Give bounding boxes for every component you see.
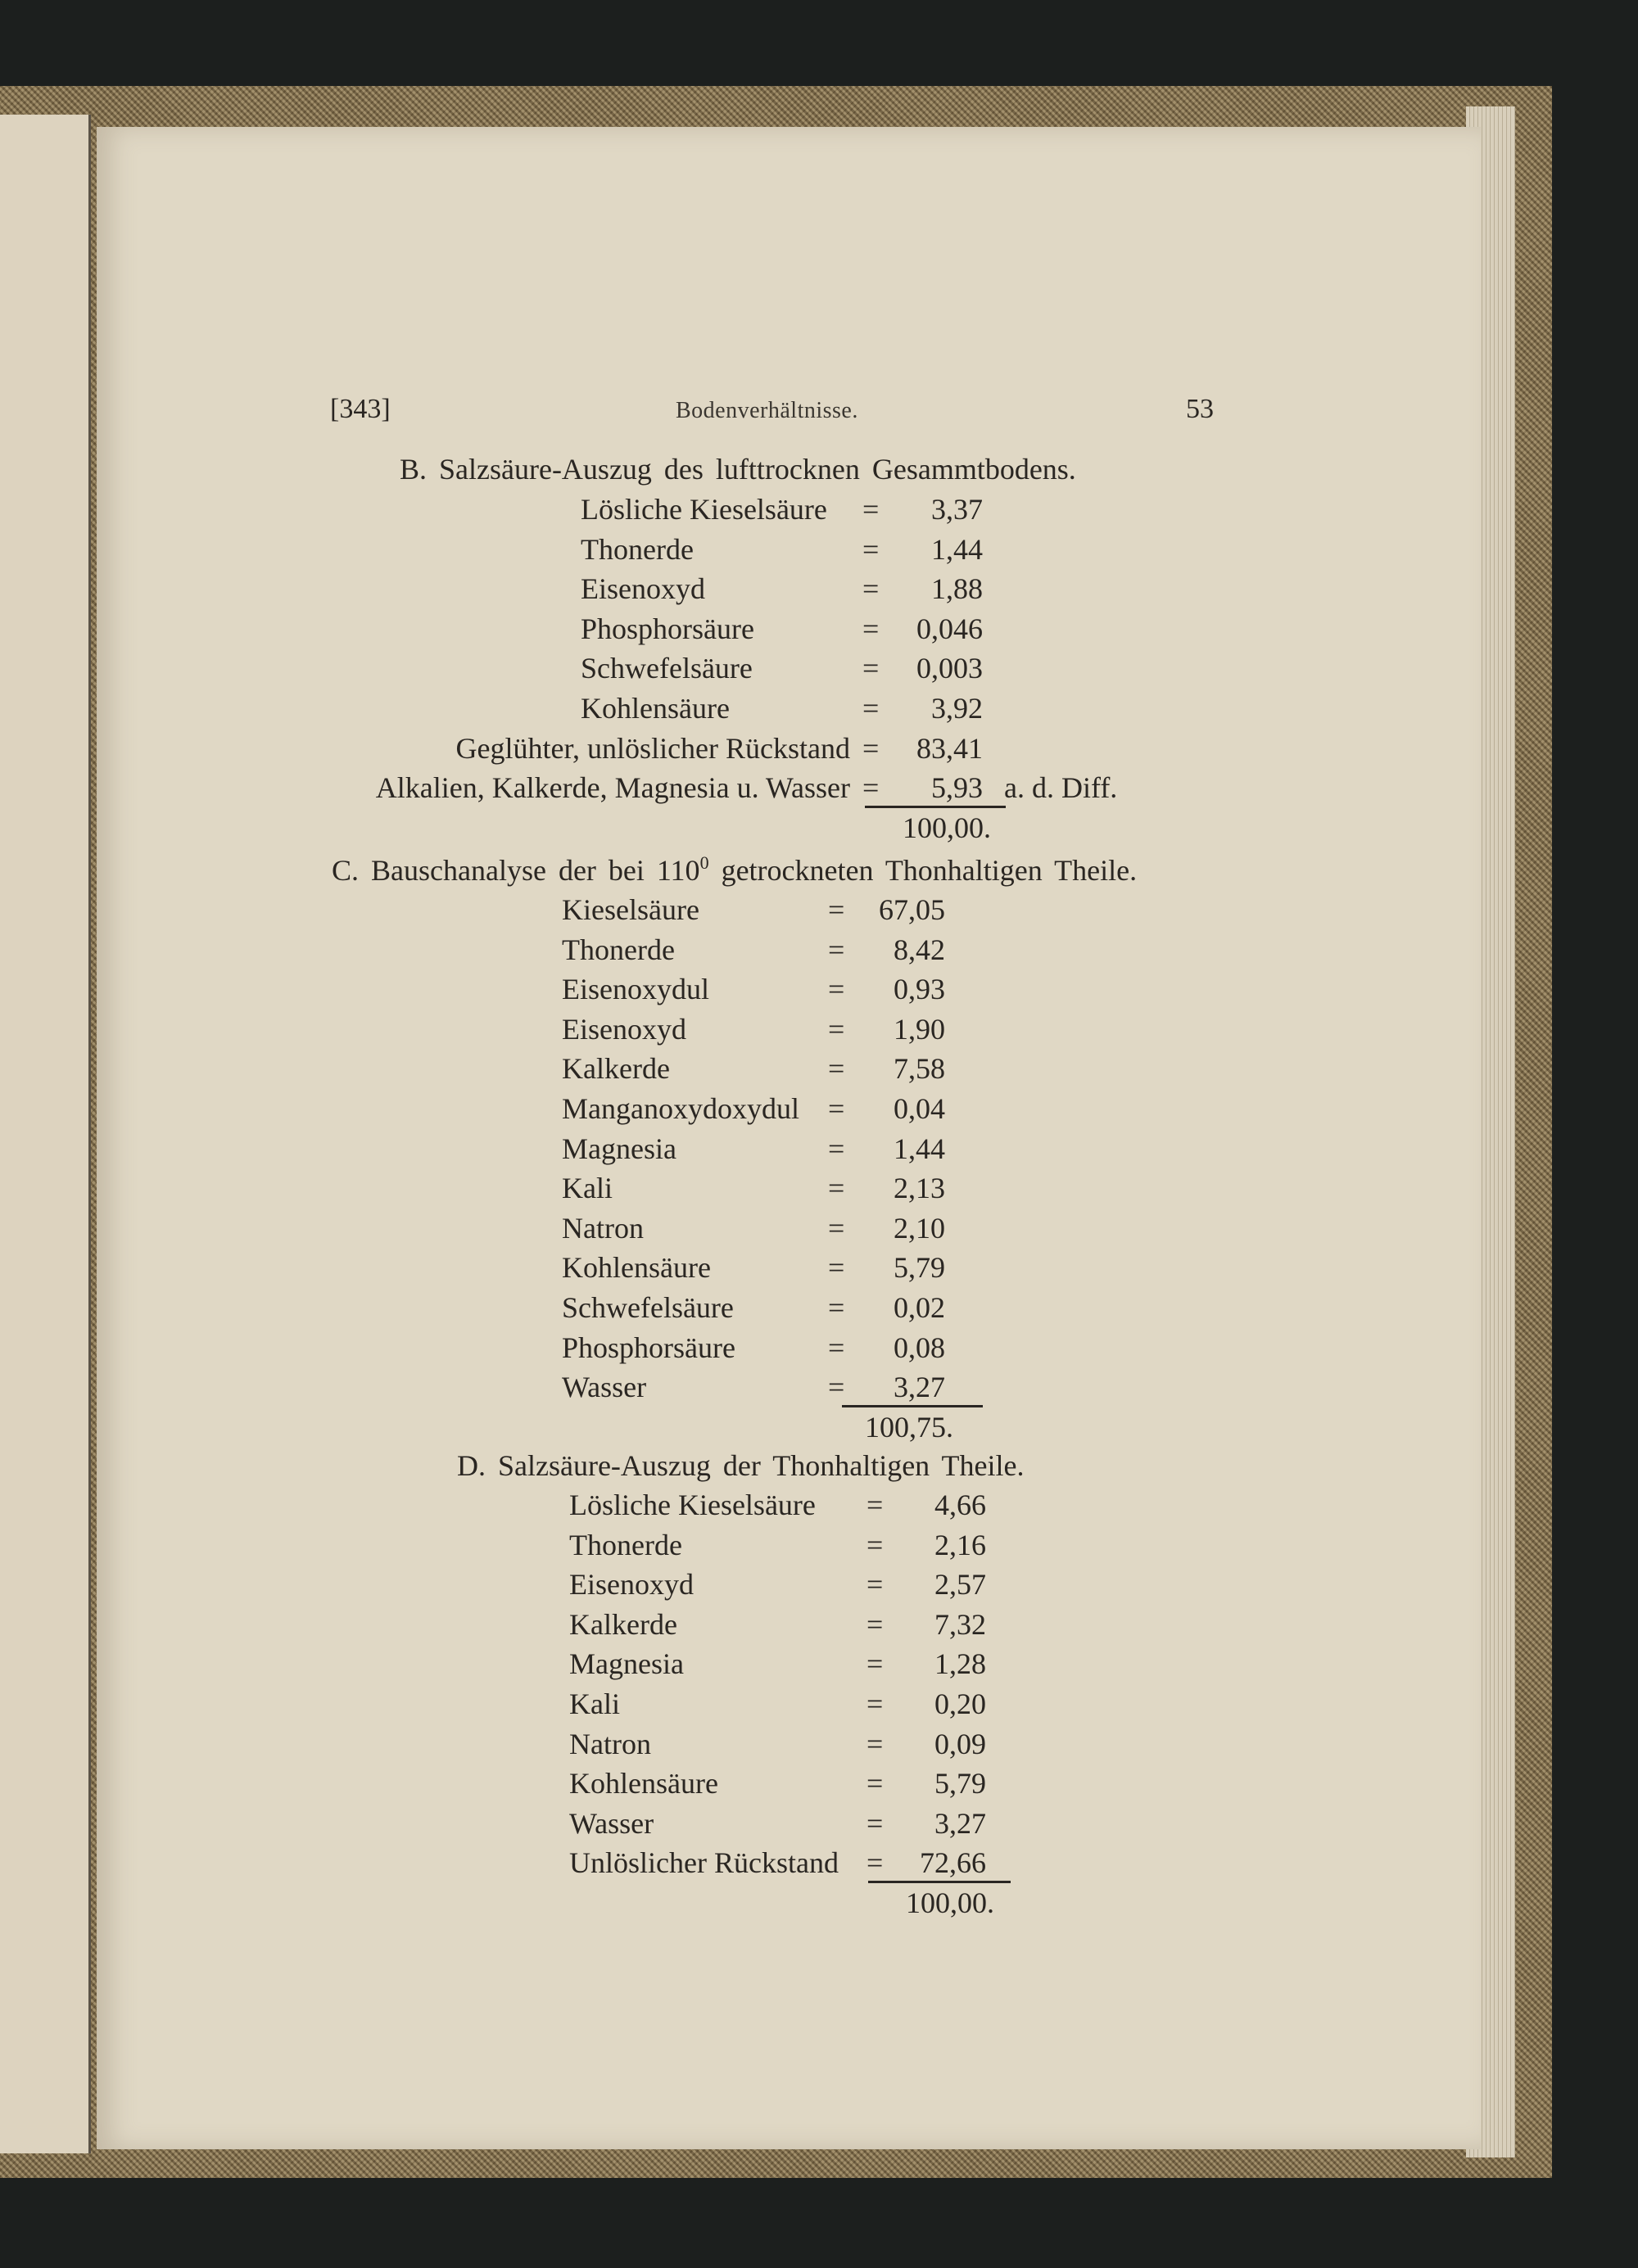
row-value: 0,09 [934,1727,986,1760]
row-label: Phosphorsäure [562,1331,735,1364]
row-value: 5,79 [934,1767,986,1800]
section-c-heading-pre: C. Bauschanalyse der bei 110 [332,854,700,887]
row-value: 3,27 [894,1371,945,1404]
row-label: Kali [562,1172,613,1205]
equals-sign: = [862,731,880,765]
sum-total: 100,00. [903,811,991,844]
row-value: 0,04 [894,1092,945,1125]
row-label: Magnesia [562,1132,676,1165]
equals-sign: = [862,652,880,685]
section-c-heading-post: getrockneten Thonhaltigen Theile. [708,854,1138,887]
equals-sign: = [828,1092,845,1125]
equals-sign: = [828,1331,845,1364]
row-note: a. d. Diff. [1004,771,1118,805]
row-label: Kalkerde [569,1607,677,1641]
row-label: Alkalien, Kalkerde, Magnesia u. Wasser [375,771,850,805]
row-value: 0,003 [916,652,983,685]
sum-rule [865,806,1006,808]
equals-sign: = [862,612,880,645]
row-value: 0,046 [916,612,983,645]
row-label: Kohlensäure [562,1251,711,1285]
row-label: Schwefelsäure [581,652,753,685]
row-value: 3,37 [931,493,983,526]
equals-sign: = [867,1647,884,1681]
row-label: Thonerde [581,532,694,566]
row-value: 1,44 [894,1132,945,1165]
row-label: Kali [569,1687,620,1720]
row-value: 0,02 [894,1291,945,1324]
equals-sign: = [867,1607,884,1641]
equals-sign: = [867,1767,884,1800]
equals-sign: = [828,1291,845,1324]
equals-sign: = [867,1528,884,1561]
equals-sign: = [828,1012,845,1046]
section-c-heading [332,854,1137,887]
row-value: 2,10 [894,1211,945,1245]
row-label: Geglühter, unlöslicher Rückstand [455,731,850,765]
degree-superscript: 0 [699,852,709,873]
row-label: Wasser [562,1371,647,1404]
row-value: 5,79 [894,1251,945,1285]
equals-sign: = [828,973,845,1006]
book-page [97,127,1481,2149]
row-value: 67,05 [879,893,945,926]
equals-sign: = [828,1052,845,1086]
row-value: 4,66 [934,1489,986,1521]
row-label: Thonerde [562,933,675,966]
row-value: 83,41 [916,731,983,765]
equals-sign: = [828,1251,845,1285]
equals-sign: = [828,1371,845,1404]
equals-sign: = [862,572,880,606]
equals-sign: = [862,692,880,725]
equals-sign: = [867,1727,884,1760]
equals-sign: = [867,1806,884,1840]
sum-total: 100,00. [906,1886,994,1919]
row-value: 2,13 [894,1172,945,1205]
equals-sign: = [828,893,845,926]
row-label: Thonerde [569,1528,682,1561]
row-value: 7,32 [934,1607,986,1641]
sum-rule [842,1405,983,1407]
page-bracket-number: [343] [330,394,391,424]
row-value: 7,58 [894,1052,945,1086]
row-value: 2,16 [934,1528,986,1561]
row-label: Lösliche Kieselsäure [581,493,827,526]
section-b-heading: B. Salzsäure-Auszug des lufttrocknen Gesammtbodens. [400,453,1076,486]
equals-sign: = [862,771,880,805]
row-label: Wasser [569,1806,654,1840]
sum-rule [868,1881,1011,1883]
equals-sign: = [867,1489,884,1521]
row-value: 8,42 [894,933,945,966]
row-value: 72,66 [920,1846,986,1880]
row-label: Phosphorsäure [581,612,754,645]
equals-sign: = [867,1687,884,1720]
row-value: 1,90 [894,1012,945,1046]
row-label: Lösliche Kieselsäure [569,1489,816,1521]
equals-sign: = [862,532,880,566]
page-number: 53 [1186,394,1214,424]
row-label: Kohlensäure [581,692,730,725]
row-label: Natron [569,1727,651,1760]
equals-sign: = [828,1132,845,1165]
row-label: Unlöslicher Rückstand [569,1846,839,1880]
running-title: Bodenverhältnisse. [676,398,858,423]
row-value: 3,27 [934,1806,986,1840]
section-d-heading: D. Salzsäure-Auszug der Thonhaltigen Theile. [457,1449,1025,1482]
row-label: Natron [562,1211,644,1245]
row-value: 1,28 [934,1647,986,1681]
sum-total: 100,75. [865,1410,953,1443]
equals-sign: = [867,1846,884,1880]
equals-sign: = [828,933,845,966]
equals-sign: = [828,1211,845,1245]
equals-sign: = [862,493,880,526]
row-label: Eisenoxydul [562,973,709,1006]
row-label: Kohlensäure [569,1767,718,1800]
row-value: 5,93 [931,771,983,805]
row-value: 2,57 [934,1568,986,1602]
row-value: 1,88 [931,572,983,606]
equals-sign: = [828,1172,845,1205]
left-page-edge [0,115,91,2153]
row-value: 0,08 [894,1331,945,1364]
row-label: Kieselsäure [562,893,699,926]
row-label: Eisenoxyd [581,572,705,606]
row-label: Kalkerde [562,1052,670,1086]
row-value: 0,20 [934,1687,986,1720]
row-value: 0,93 [894,973,945,1006]
row-label: Manganoxydoxydul [562,1092,799,1125]
row-label: Magnesia [569,1647,684,1681]
row-label: Eisenoxyd [562,1012,686,1046]
equals-sign: = [867,1568,884,1602]
row-label: Schwefelsäure [562,1291,734,1324]
row-value: 3,92 [931,692,983,725]
row-label: Eisenoxyd [569,1568,694,1602]
row-value: 1,44 [931,532,983,566]
